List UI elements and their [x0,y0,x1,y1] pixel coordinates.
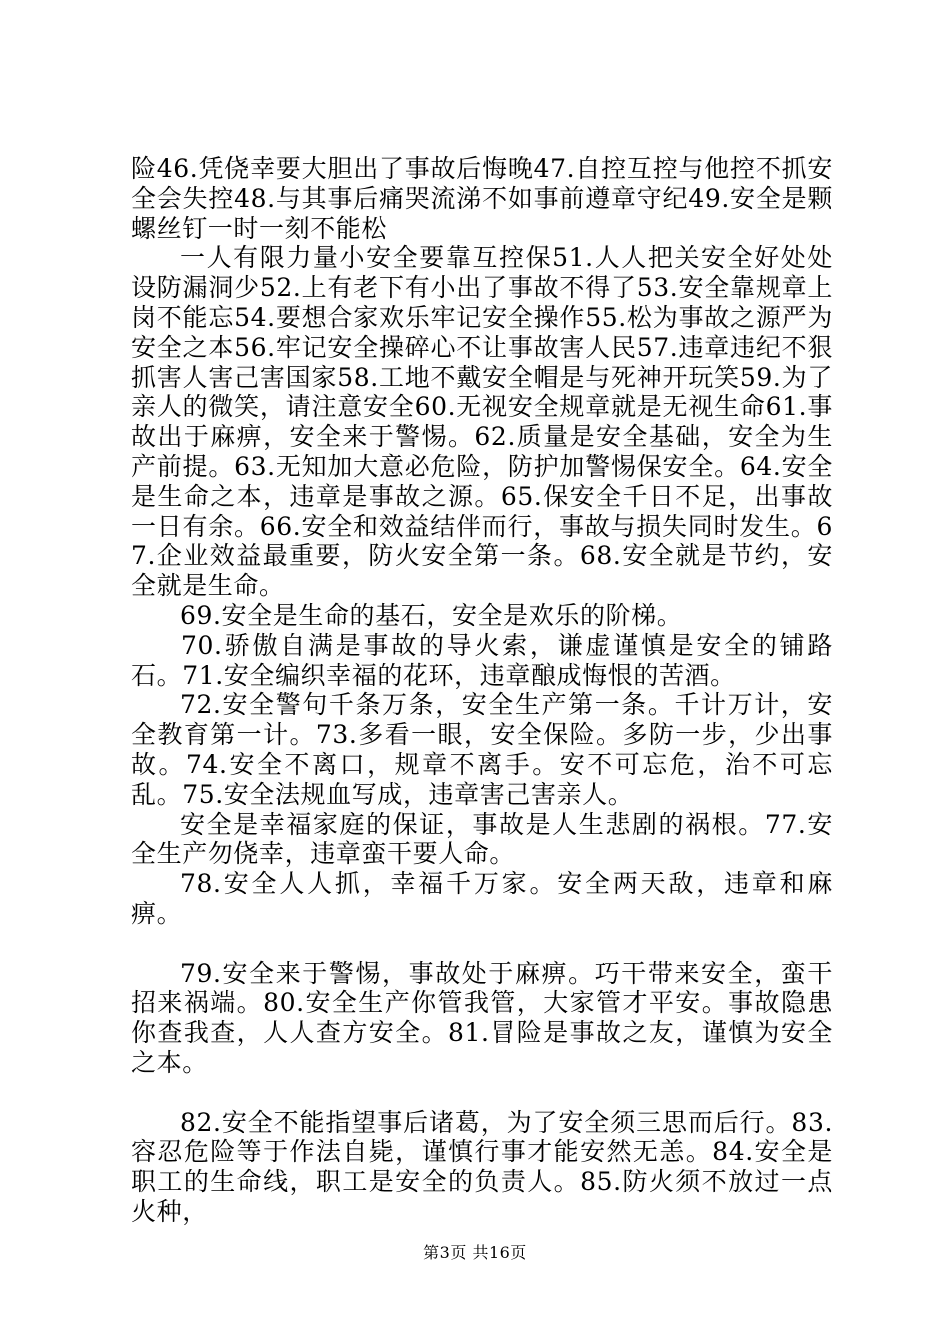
paragraph-spacer [131,1078,833,1108]
paragraph: 一人有限力量小安全要靠互控保51.人人把关安全好处处设防漏洞少52.上有老下有小出了事故不得了53.安全靠规章上岗不能忘54.要想合家欢乐牢记安全操作55.松为事故之源严为安全之本56.牢记安全操碎心不让事故害人民57.违章违纪不狠抓害人害己害国家58.工地不戴安全帽是与死神开玩笑59.为了亲人的微笑，请注意安全60.无视安全规章就是无视生命61.事故出于麻痹，安全来于警惕。62.质量是安全基础，安全为生产前提。63.无知加大意必危险，防护加警惕保安全。64.安全是生命之本，违章是事故之源。65.保安全千日不足，出事故一日有余。66.安全和效益结伴而行，事故与损失同时发生。67.企业效益最重要，防火安全第一条。68.安全就是节约，安全就是生命。 [131,243,833,601]
paragraph: 79.安全来于警惕，事故处于麻痹。巧干带来安全，蛮干招来祸端。80.安全生产你管我管，大家管才平安。事故隐患你查我查，人人查方安全。81.冒险是事故之友，谨慎为安全之本。 [131,958,833,1077]
paragraph: 82.安全不能指望事后诸葛，为了安全须三思而后行。83.容忍危险等于作法自毙，谨慎行事才能安然无恙。84.安全是职工的生命线，职工是安全的负责人。85.防火须不放过一点火种， [131,1107,833,1226]
page-footer [0,1243,950,1263]
paragraph: 险46.凭侥幸要大胆出了事故后悔晚47.自控互控与他控不抓安全会失控48.与其事后痛哭流涕不如事前遵章守纪49.安全是颗螺丝钉一时一刻不能松 [131,154,833,243]
paragraph: 安全是幸福家庭的保证，事故是人生悲剧的祸根。77.安全生产勿侥幸，违章蛮干要人命。 [131,809,833,869]
paragraph: 69.安全是生命的基石，安全是欢乐的阶梯。 [180,600,683,630]
paragraph: 72.安全警句千条万条，安全生产第一条。千计万计，安全教育第一计。73.多看一眼，安全保险。多防一步，少出事故。74.安全不离口，规章不离手。安不可忘危，治不可忘乱。75.安全法规血写成，违章害己害亲人。 [131,690,833,809]
paragraph: 70.骄傲自满是事故的导火索，谦虚谨慎是安全的铺路石。71.安全编织幸福的花环，违章酿成悔恨的苦酒。 [131,630,833,690]
paragraph-spacer [131,929,833,959]
page-number-label: 第3页 共16页 [423,1243,527,1262]
paragraph: 78.安全人人抓，幸福千万家。安全两天敌，违章和麻痹。 [131,869,833,928]
document-body [131,154,833,1227]
